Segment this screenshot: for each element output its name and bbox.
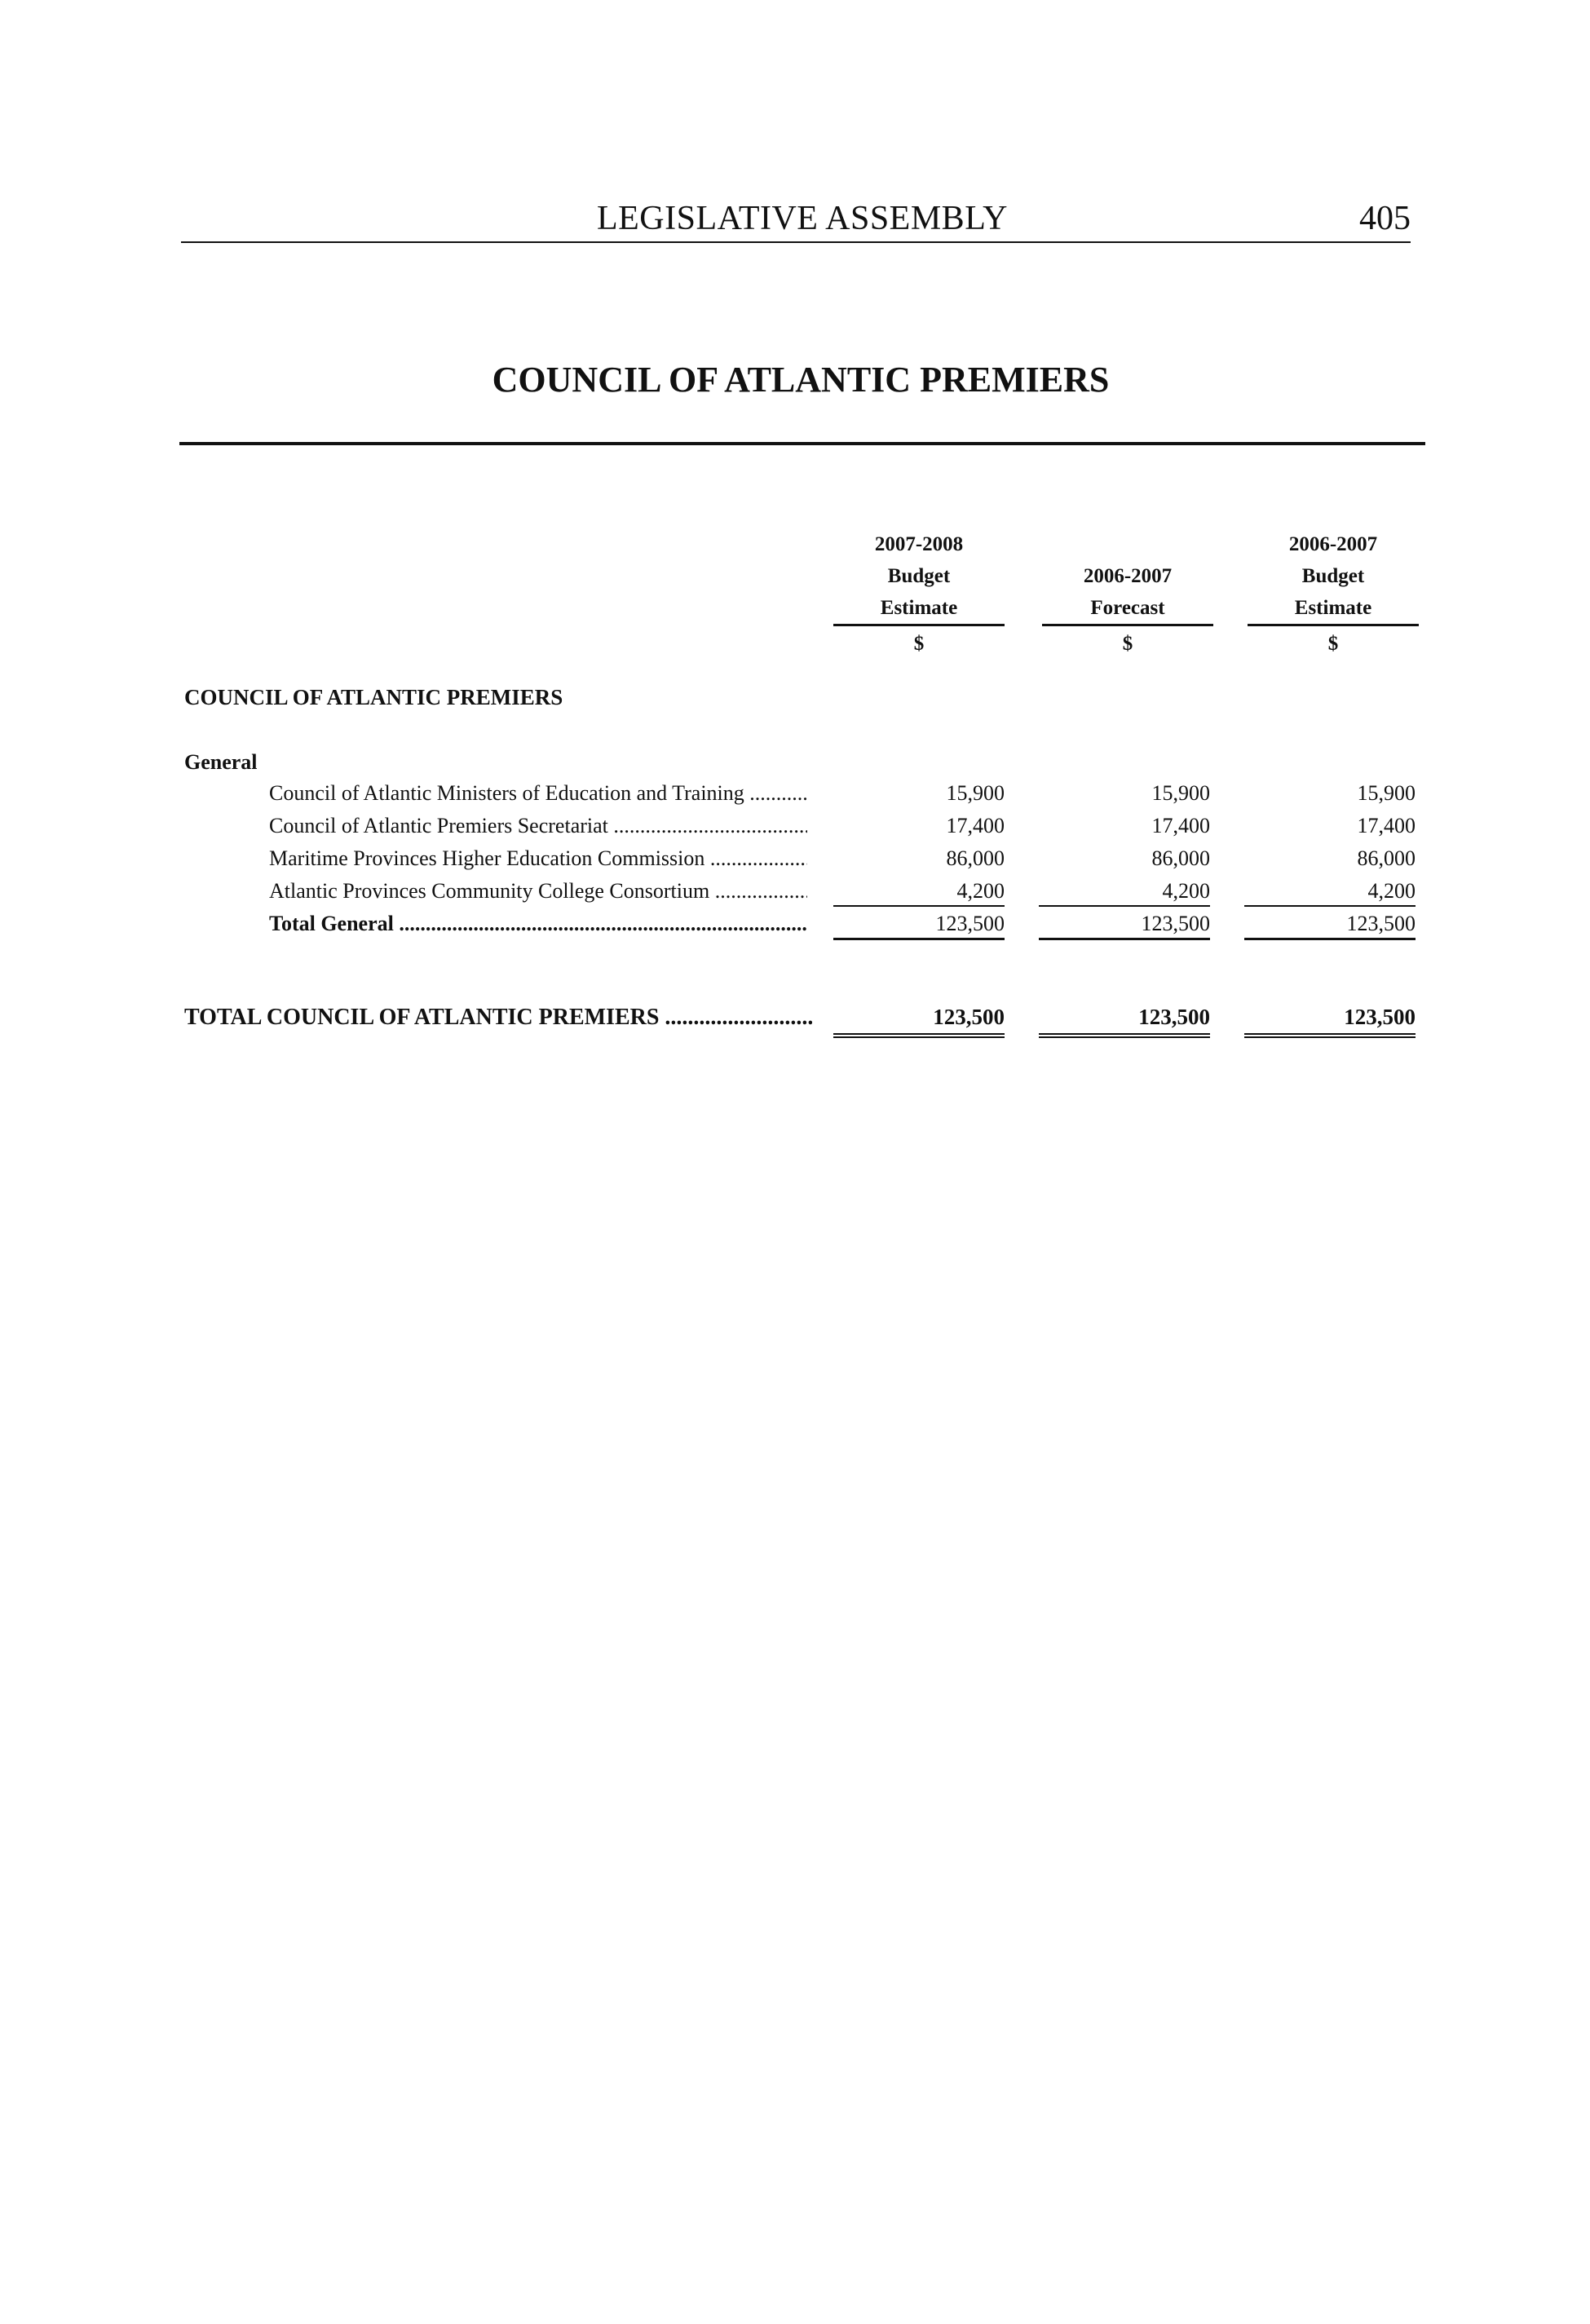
cell-value: 17,400	[946, 814, 1005, 837]
subtotal-label: Total General .....	[269, 912, 807, 936]
grand-total-value: 123,500	[833, 1005, 1005, 1038]
column-header-line: 2007-2008	[874, 533, 964, 555]
column-header-line: Budget	[1301, 565, 1365, 587]
cell-value: 4,200	[1244, 879, 1416, 907]
row-label: Council of Atlantic Ministers of Education and Training .....	[269, 781, 807, 806]
page-title: COUNCIL OF ATLANTIC PREMIERS	[492, 360, 1110, 400]
column-header-line: Estimate	[1248, 592, 1419, 626]
column-header-budget-2006-2007	[1248, 528, 1419, 660]
running-header-title: LEGISLATIVE ASSEMBLY	[597, 200, 1008, 237]
row-label: Maritime Provinces Higher Education Commission .....	[269, 846, 807, 871]
grand-total-value: 123,500	[1039, 1005, 1210, 1038]
section-heading: COUNCIL OF ATLANTIC PREMIERS	[184, 685, 563, 709]
subtotal-value: 123,500	[1244, 912, 1416, 940]
cell-value: 17,400	[1357, 814, 1416, 837]
subsection-heading: General	[184, 750, 258, 774]
grand-total-value: 123,500	[1244, 1005, 1416, 1038]
cell-value: 17,400	[1151, 814, 1210, 837]
column-unit: $	[1327, 633, 1339, 655]
cell-value: 4,200	[833, 879, 1005, 907]
cell-value: 15,900	[1151, 781, 1210, 805]
grand-total-label: TOTAL COUNCIL OF ATLANTIC PREMIERS .....	[184, 1005, 812, 1031]
header-rule	[181, 241, 1411, 243]
column-header-budget-2007-2008	[833, 528, 1005, 660]
column-header-line: Forecast	[1042, 592, 1213, 626]
title-rule	[179, 442, 1425, 445]
subtotal-value: 123,500	[1039, 912, 1210, 940]
cell-value: 15,900	[1357, 781, 1416, 805]
column-header-forecast-2006-2007	[1042, 528, 1213, 660]
row-label: Atlantic Provinces Community College Consortium .....	[269, 879, 807, 904]
page-number: 405	[1359, 200, 1411, 237]
column-header-line: Budget	[887, 565, 951, 587]
column-header-line	[1042, 528, 1213, 560]
subtotal-value: 123,500	[833, 912, 1005, 940]
row-label: Council of Atlantic Premiers Secretariat .....	[269, 814, 807, 838]
column-unit: $	[913, 633, 925, 655]
column-header-line: Estimate	[833, 592, 1005, 626]
cell-value: 86,000	[946, 846, 1005, 870]
column-unit: $	[1122, 633, 1133, 655]
cell-value: 86,000	[1357, 846, 1416, 870]
cell-value: 4,200	[1039, 879, 1210, 907]
cell-value: 15,900	[946, 781, 1005, 805]
column-header-line: 2006-2007	[1288, 533, 1378, 555]
cell-value: 86,000	[1151, 846, 1210, 870]
column-header-line: 2006-2007	[1083, 565, 1173, 587]
